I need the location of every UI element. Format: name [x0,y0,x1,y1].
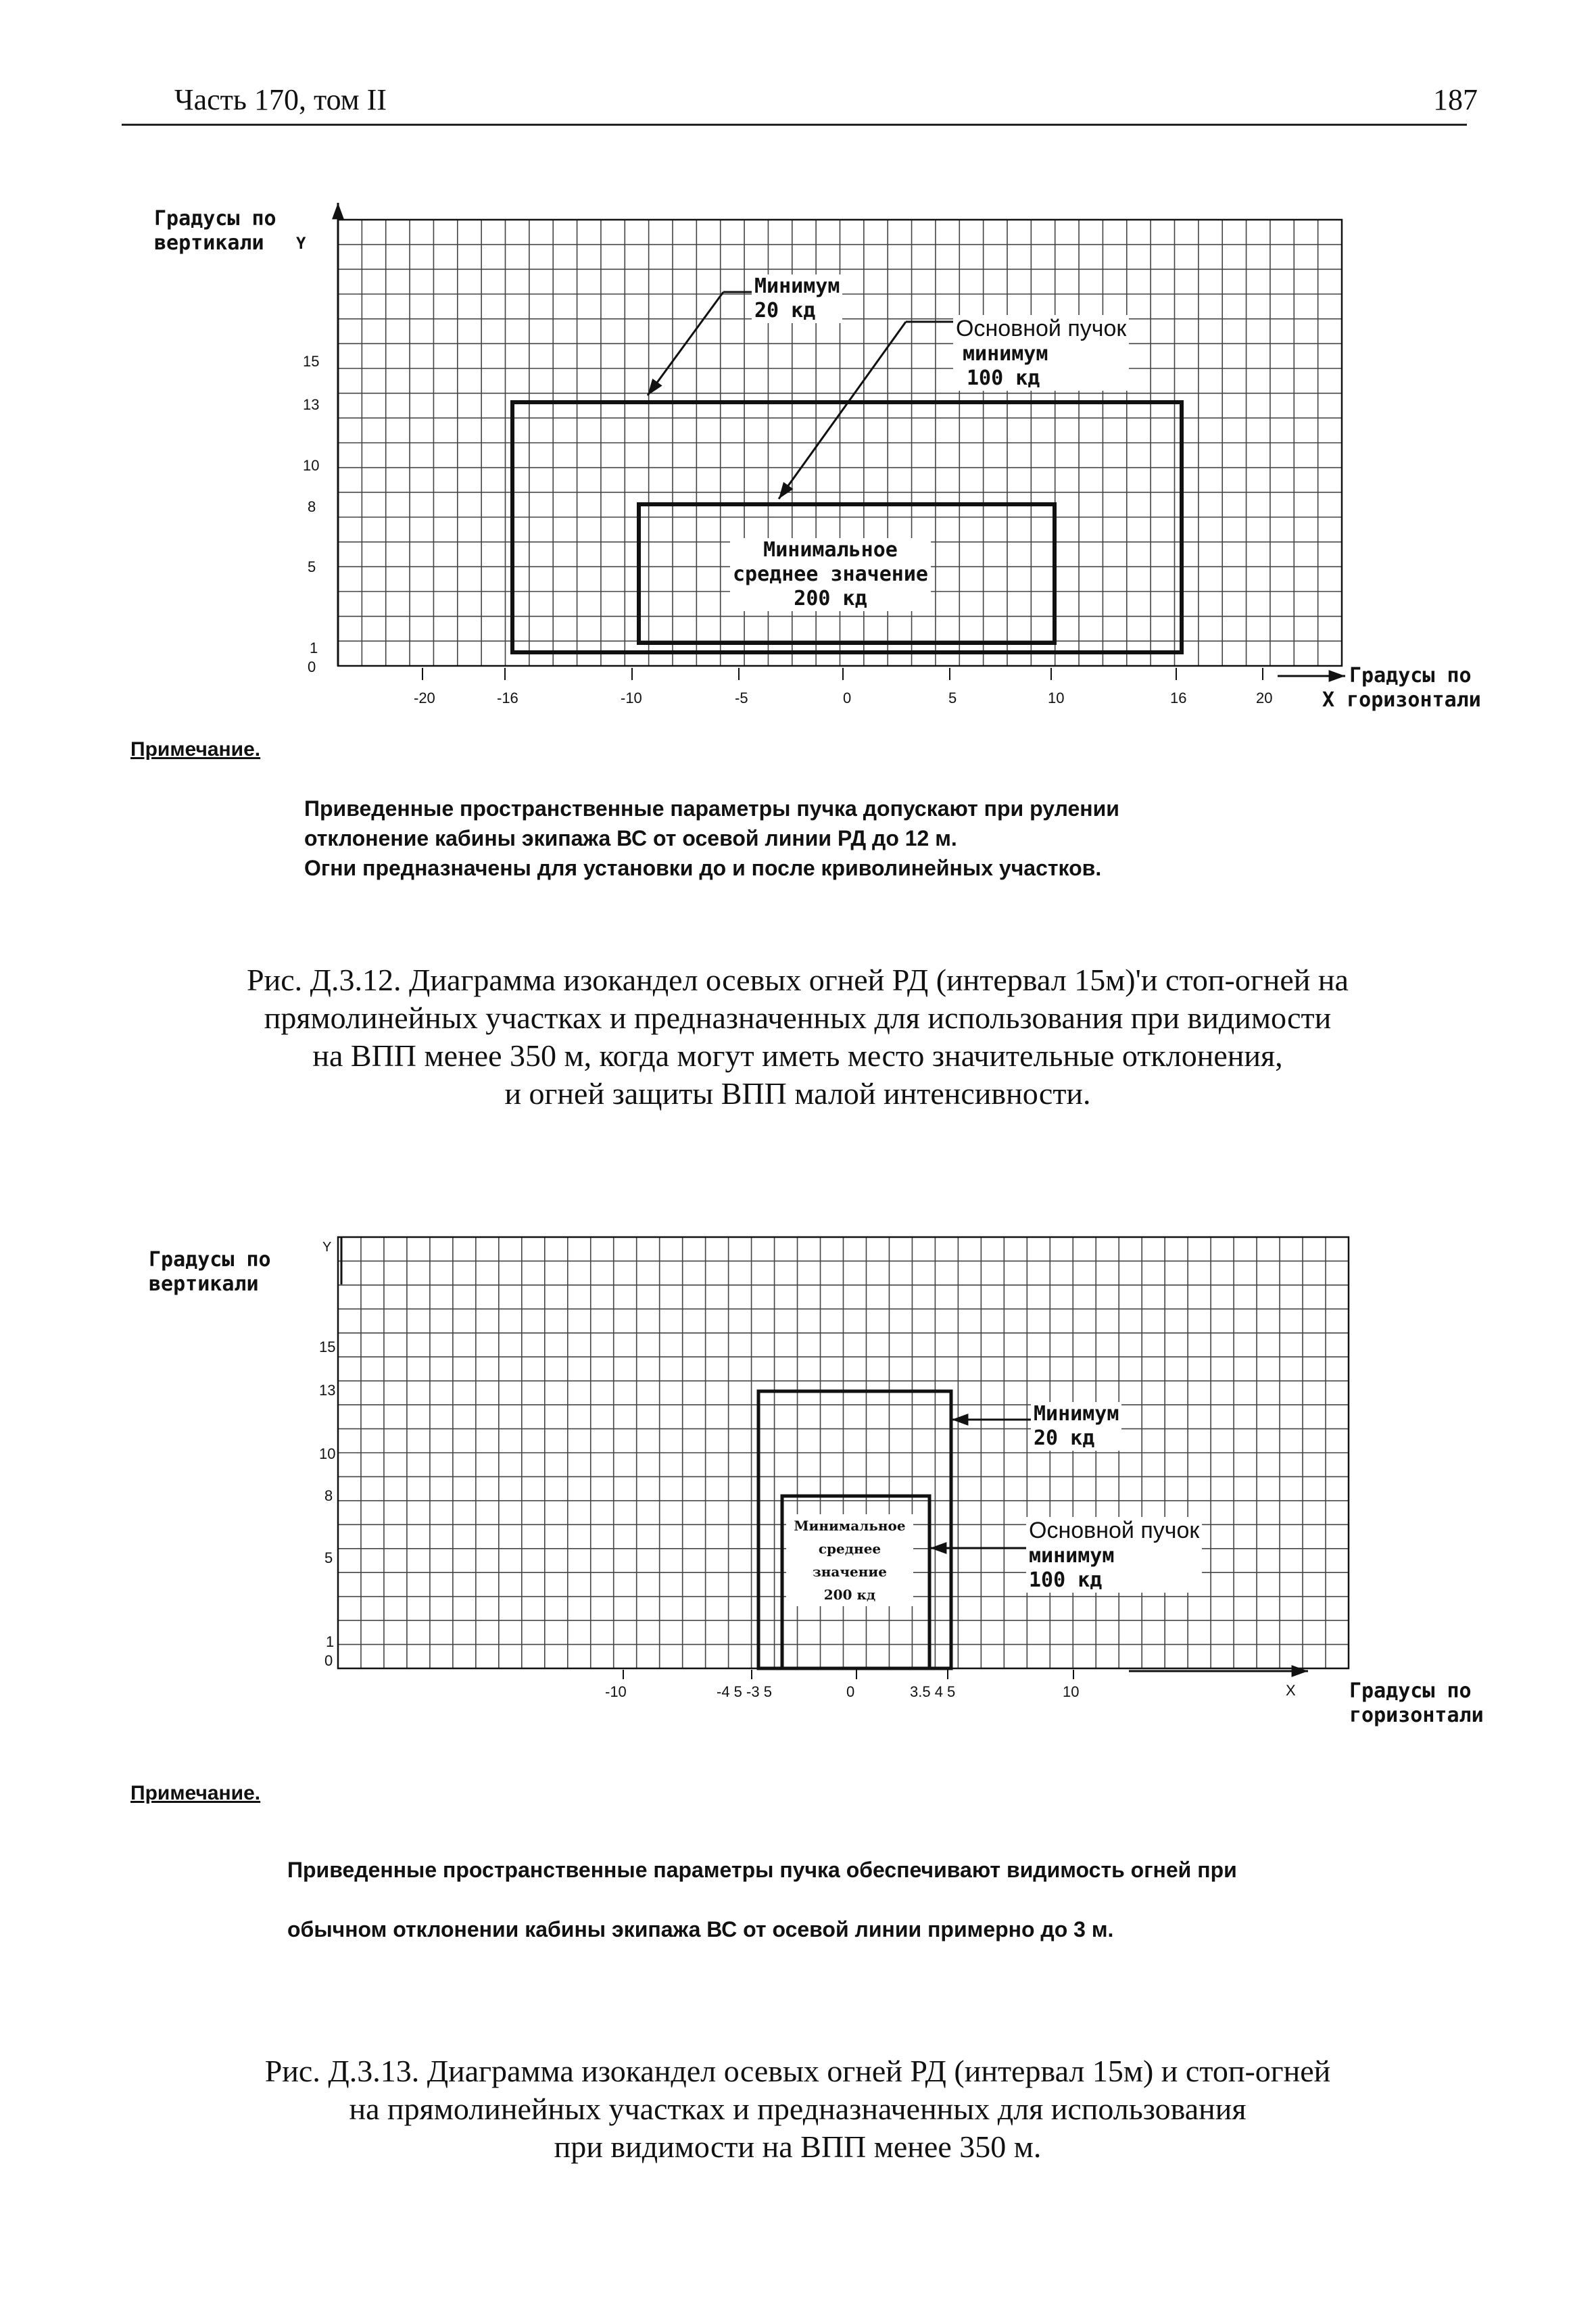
fig1-x-letter: X [1322,688,1335,712]
fig2-y-tick-0: 0 [324,1652,333,1669]
fig1-x-tick-10: 10 [1048,690,1065,706]
fig2-note-text: Приведенные пространственные параметры пучка обеспечивают видимость огней при обычном отклонении кабины экипажа ВС от осевой линии примерно до 3 м. [287,1858,1237,1941]
fig1-label-avg: Минимальное среднее значение 200 кд [730,538,931,611]
fig2-label-main-beam: Основной пучок минимум 100 кд [1026,1517,1202,1593]
fig2-caption: Рис. Д.3.13. Диаграмма изокандел осевых огней РД (интервал 15м) и стоп-огней на прямолинейных участках и предназначенных для использования при видимости на ВПП менее 350 м. [264,2054,1331,2164]
fig1-y-tick-5: 5 [308,558,316,575]
fig2-y-tick-13: 13 [319,1382,336,1399]
fig1-note-heading: Примечание. [130,738,261,761]
fig1-note-text: Приведенные пространственные параметры пучка допускают при рулении отклонение кабины экипажа ВС от осевой линии РД до 12 м. Огни предназначены для установки до и после криволинейных участков. [304,796,1119,880]
fig1-x-axis-title: Градусы по X горизонтали [1322,664,1481,712]
running-header-left: Часть 170, том II [174,83,387,116]
fig1-y-tick-8: 8 [308,498,316,515]
fig1-x-tick-m10: -10 [621,690,642,706]
fig1-x-tick-5: 5 [948,690,957,706]
fig1-x-tick-m20: -20 [414,690,435,706]
fig2-x-tick-0: 0 [846,1683,855,1700]
fig2-y-tick-10: 10 [319,1445,336,1462]
fig1-y-tick-15: 15 [303,353,320,370]
fig1-label-min20: Минимум 20 кд [752,274,842,323]
fig2-x-letter: X [1286,1682,1296,1699]
fig2-x-axis-title: Градусы по горизонтали [1349,1679,1484,1727]
fig2-x-tick-m10: -10 [605,1683,627,1700]
fig1-y-tick-13: 13 [303,396,320,413]
fig2-x-tick-m4-5-m3-5: -4 5 -3 5 [717,1683,772,1700]
fig2-x-tick-3-5-4-5: 3.5 4 5 [910,1683,956,1700]
fig1-caption: Рис. Д.3.12. Диаграмма изокандел осевых огней РД (интервал 15м)'и стоп-огней на прямолинейных участках и предназначенных для использования при видимости на ВПП менее 350 м, когда могут иметь место значительные отклонения, и огней защиты ВПП малой интенсивности. [247,963,1349,1111]
fig2-y-letter: Y [322,1240,332,1255]
fig2-x-tick-10: 10 [1063,1683,1080,1700]
fig1-x-tick-0: 0 [843,690,852,706]
fig1-label-main-beam: Основной пучок минимум 100 кд [953,315,1129,391]
fig1-x-tick-16: 16 [1170,690,1187,706]
fig1-x-tick-m5: -5 [735,690,748,706]
fig1-y-tick-0: 0 [308,658,316,675]
fig1-y-axis-title: Градусы по вертикали Y [154,207,306,255]
fig2-label-avg: Минимальное среднее значение 200 кд [786,1514,913,1606]
fig2-y-tick-1: 1 [326,1633,335,1650]
page-number: 187 [1433,83,1478,116]
fig1-y-tick-1: 1 [310,640,318,656]
fig2-y-tick-15: 15 [319,1338,336,1355]
fig1-x-tick-m16: -16 [497,690,518,706]
fig1-x-tick-20: 20 [1256,690,1273,706]
fig2-y-tick-5: 5 [324,1549,333,1566]
fig2-note-heading: Примечание. [130,1782,261,1804]
fig1-y-letter: Y [296,234,306,253]
fig1-y-tick-10: 10 [303,457,320,474]
fig2-label-min20: Минимум 20 кд [1031,1402,1121,1451]
fig2-y-tick-8: 8 [324,1487,333,1504]
fig2-y-axis-title: Градусы по вертикали [149,1248,271,1296]
